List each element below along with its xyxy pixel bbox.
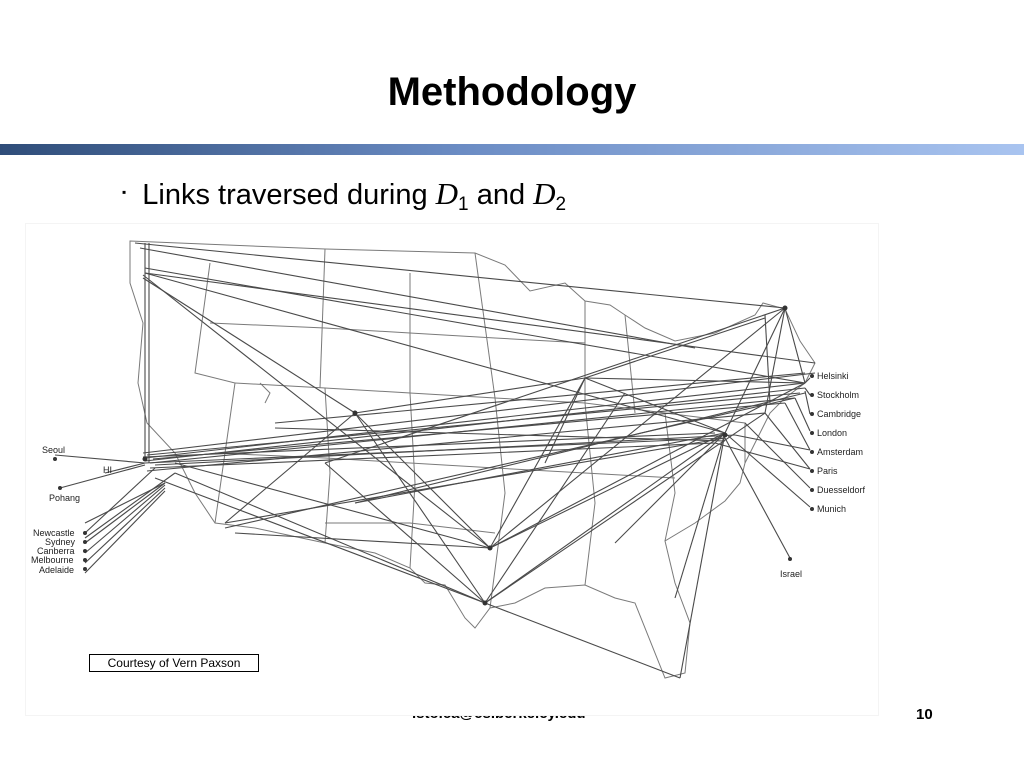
label-london: London xyxy=(817,428,848,438)
label-hi: HI xyxy=(103,465,112,475)
page-number: 10 xyxy=(916,706,933,723)
label-cambridge: Cambridge xyxy=(817,409,862,419)
us-map-figure xyxy=(25,223,879,716)
bullet-item xyxy=(122,176,566,216)
label-pohang: Pohang xyxy=(49,493,81,503)
bullet-connector: and xyxy=(476,179,526,211)
network-links-map xyxy=(25,223,879,716)
label-newcastle: Newcastle xyxy=(33,528,75,538)
label-munich: Munich xyxy=(817,504,847,514)
label-israel: Israel xyxy=(780,569,803,579)
label-duesseldorf: Duesseldorf xyxy=(817,485,866,495)
map-credit-box: Courtesy of Vern Paxson xyxy=(89,654,259,672)
subscript-2: 2 xyxy=(555,194,567,215)
square-bullet-icon: ▪ xyxy=(122,185,127,200)
bullet-text: Links traversed during xyxy=(142,179,428,211)
label-melbourne: Melbourne xyxy=(31,555,74,565)
label-paris: Paris xyxy=(817,466,838,476)
label-sydney: Sydney xyxy=(45,537,76,547)
variable-d1: D xyxy=(435,176,459,211)
label-amsterdam: Amsterdam xyxy=(817,447,864,457)
label-seoul: Seoul xyxy=(42,445,66,455)
slide-title: Methodology xyxy=(387,70,637,114)
label-adelaide: Adelaide xyxy=(39,565,75,575)
network-links xyxy=(55,243,815,678)
title-divider-bar xyxy=(0,144,1024,155)
subscript-1: 1 xyxy=(458,194,469,215)
label-canberra: Canberra xyxy=(37,546,75,556)
label-stockholm: Stockholm xyxy=(817,390,860,400)
variable-d2: D xyxy=(533,176,556,211)
label-helsinki: Helsinki xyxy=(817,371,849,381)
